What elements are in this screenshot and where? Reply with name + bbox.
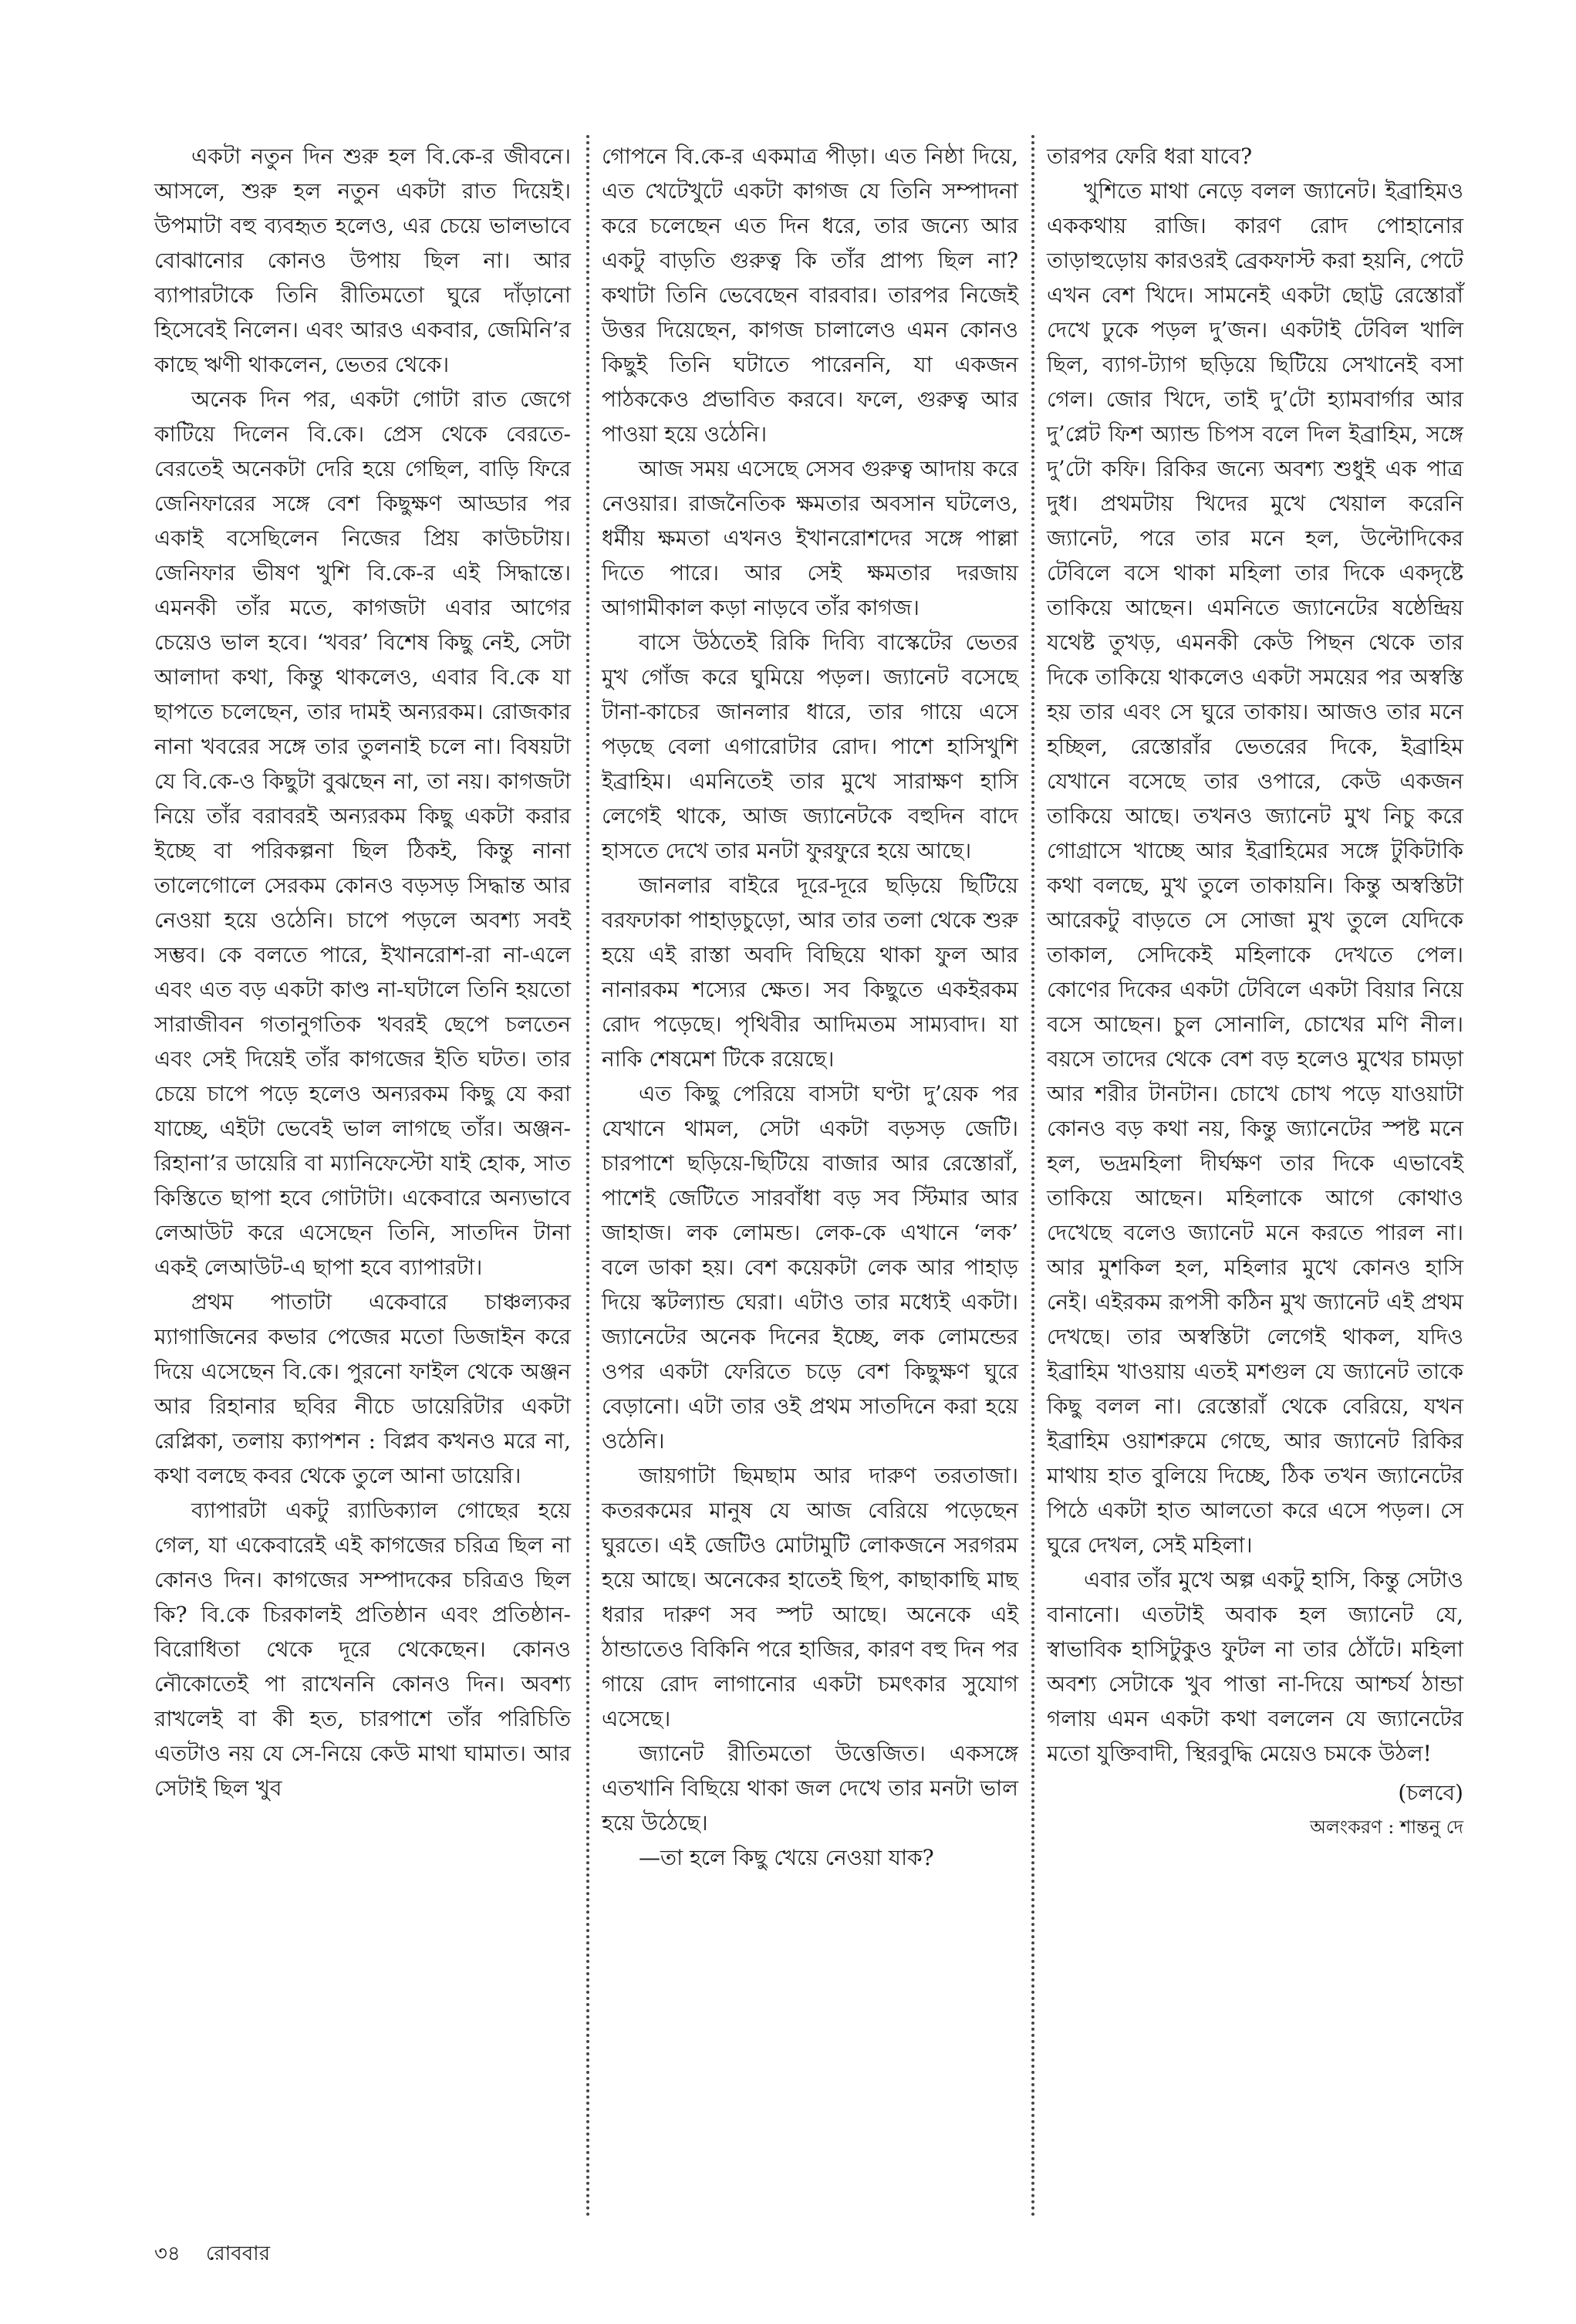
paragraph: জানলার বাইরে দূরে-দূরে ছড়িয়ে ছিটিয়ে বরফঢাকা পাহাড়চুড়ো, আর তার তলা থেকে শুরু হয়ে এই রাস্তা অবদি বিছিয়ে থাকা ফুল আর নানারকম শস্যের ক্ষেত। সব কিছুতে একইরকম রোদ পড়েছে। পৃথিবীর আদিমতম সাম্যবাদ। যা নাকি শেষমেশ টিকে রয়েছে। <box>602 873 1018 1072</box>
magazine-name: রোববার <box>205 2242 271 2265</box>
illustration-credit: অলংকরণ : শান্তনু দে <box>1310 1816 1463 1838</box>
column-divider <box>586 135 589 2218</box>
article-column-1 <box>154 139 571 1805</box>
paragraph: প্রথম পাতাটা একেবারে চাঞ্চল্যকর ম্যাগাজিনের কভার পেজের মতো ডিজাইন করে দিয়ে এসেছেন বি.কে। পুরনো ফাইল থেকে অঞ্জন আর রিহানার ছবির নীচে ডায়েরিটার একটা রেপ্লিকা, তলায় ক্যাপশন : বিপ্লব কখনও মরে না, কথা বলছে কবর থেকে তুলে আনা ডায়েরি। <box>154 1289 571 1488</box>
paragraph: —তা হলে কিছু খেয়ে নেওয়া যাক? <box>639 1845 934 1870</box>
paragraph: এত কিছু পেরিয়ে বাসটা ঘণ্টা দু’য়েক পর যেখানে থামল, সেটা একটা বড়সড় জেটি। চারপাশে ছড়িয়ে-ছিটিয়ে বাজার আর রেস্তোরাঁ, পাশেই জেটিতে সারবাঁধা বড় সব স্টিমার আর জাহাজ। লক লোমন্ড। লেক-কে এখানে ‘লক’ বলে ডাকা হয়। বেশ কয়েকটা লেক আর পাহাড় দিয়ে স্কটল্যান্ড ঘেরা। এটাও তার মধ্যেই একটা। জ্যানেটের অনেক দিনের ইচ্ছে, লক লোমন্ডের ওপর একটা ফেরিতে চড়ে বেশ কিছুক্ষণ ঘুরে বেড়ানো। এটা তার ওই প্রথম সাতদিনে করা হয়ে ওঠেনি। <box>602 1081 1018 1454</box>
page-number: ৩৪ <box>154 2242 181 2265</box>
paragraph: গোপনে বি.কে-র একমাত্র পীড়া। এত নিষ্ঠা দিয়ে, এত খেটেখুটে একটা কাগজ যে তিনি সম্পাদনা করে চলেছেন এত দিন ধরে, তার জন্যে আর একটু বাড়তি গুরুত্ব কি তাঁর প্রাপ্য ছিল না? কথাটা তিনি ভেবেছেন বারবার। তারপর নিজেই উত্তর দিয়েছেন, কাগজ চালালেও এমন কোনও কিছুই তিনি ঘটাতে পারেননি, যা একজন পাঠককেও প্রভাবিত করবে। ফলে, গুরুত্ব আর পাওয়া হয়ে ওঠেনি। <box>602 144 1018 447</box>
paragraph: অনেক দিন পর, একটা গোটা রাত জেগে কাটিয়ে দিলেন বি.কে। প্রেস থেকে বেরতে-বেরতেই অনেকটা দেরি হয়ে গেছিল, বাড়ি ফিরে জেনিফারের সঙ্গে বেশ কিছুক্ষণ আড্ডার পর একাই বসেছিলেন নিজের প্রিয় কাউচটায়। জেনিফার ভীষণ খুশি বি.কে-র এই সিদ্ধান্তে। এমনকী তাঁর মতে, কাগজটা এবার আগের চেয়েও ভাল হবে। ‘খবর’ বিশেষ কিছু নেই, সেটা আলাদা কথা, কিন্তু থাকলেও, এবার বি.কে যা ছাপতে চলেছেন, তার দামই অন্যরকম। রোজকার নানা খবরের সঙ্গে তার তুলনাই চলে না। বিষয়টা যে বি.কে-ও কিছুটা বুঝছেন না, তা নয়। কাগজটা নিয়ে তাঁর বরাবরই অন্যরকম কিছু একটা করার ইচ্ছে বা পরিকল্পনা ছিল ঠিকই, কিন্তু নানা তালেগোলে সেরকম কোনও বড়সড় সিদ্ধান্ত আর নেওয়া হয়ে ওঠেনি। চাপে পড়লে অবশ্য সবই সম্ভব। কে বলতে পারে, ইখানরোশ-রা না-এলে এবং এত বড় একটা কাণ্ড না-ঘটালে তিনি হয়তো সারাজীবন গতানুগতিক খবরই ছেপে চলতেন এবং সেই দিয়েই তাঁর কাগজের ইতি ঘটত। তার চেয়ে চাপে পড়ে হলেও অন্যরকম কিছু যে করা যাচ্ছে, এইটা ভেবেই ভাল লাগছে তাঁর। অঞ্জন-রিহানা’র ডায়েরি বা ম্যানিফেস্টো যাই হোক, সাত কিস্তিতে ছাপা হবে গোটাটা। একেবারে অন্যভাবে লেআউট করে এসেছেন তিনি, সাতদিন টানা একই লেআউট-এ ছাপা হবে ব্যাপারটা। <box>154 387 571 1280</box>
column-divider <box>1031 135 1034 2218</box>
paragraph: একটা নতুন দিন শুরু হল বি.কে-র জীবনে। আসলে, শুরু হল নতুন একটা রাত দিয়েই। উপমাটা বহু ব্যবহৃত হলেও, এর চেয়ে ভালভাবে বোঝানোর কোনও উপায় ছিল না। আর ব্যাপারটাকে তিনি রীতিমতো ঘুরে দাঁড়ানো হিসেবেই নিলেন। এবং আরও একবার, জেমিনি’র কাছে ঋণী থাকলেন, ভেতর থেকে। <box>154 144 571 377</box>
article-column-2 <box>602 139 1018 1875</box>
paragraph: জ্যানেট রীতিমতো উত্তেজিত। একসঙ্গে এতখানি বিছিয়ে থাকা জল দেখে তার মনটা ভাল হয়ে উঠেছে। <box>602 1741 1018 1836</box>
page-footer <box>154 2238 270 2272</box>
paragraph: আজ সময় এসেছে সেসব গুরুত্ব আদায় করে নেওয়ার। রাজনৈতিক ক্ষমতার অবসান ঘটলেও, ধর্মীয় ক্ষমতা এখনও ইখানরোশদের সঙ্গে পাল্লা দিতে পারে। আর সেই ক্ষমতার দরজায় আগামীকাল কড়া নাড়বে তাঁর কাগজ। <box>602 456 1018 620</box>
paragraph: ব্যাপারটা একটু র‍্যাডিক্যাল গোছের হয়ে গেল, যা একেবারেই এই কাগজের চরিত্র ছিল না কোনও দিন। কাগজের সম্পাদকের চরিত্রও ছিল কি? বি.কে চিরকালই প্রতিষ্ঠান এবং প্রতিষ্ঠান-বিরোধিতা থেকে দূরে থেকেছেন। কোনও নৌকোতেই পা রাখেননি কোনও দিন। অবশ্য রাখলেই বা কী হত, চারপাশে তাঁর পরিচিতি এতটাও নয় যে সে-নিয়ে কেউ মাথা ঘামাত। আর সেটাই ছিল খুব <box>154 1498 571 1801</box>
paragraph: খুশিতে মাথা নেড়ে বলল জ্যানেট। ইব্রাহিমও এককথায় রাজি। কারণ রোদ পোহানোর তাড়াহুড়োয় কারওরই ব্রেকফাস্ট করা হয়নি, পেটে এখন বেশ খিদে। সামনেই একটা ছোট্ট রেস্তোরাঁ দেখে ঢুকে পড়ল দু’জন। একটাই টেবিল খালি ছিল, ব্যাগ-ট্যাগ ছড়িয়ে ছিটিয়ে সেখানেই বসা গেল। জোর খিদে, তাই দু’টো হ্যামবার্গার আর দু’প্লেট ফিশ অ্যান্ড চিপস বলে দিল ইব্রাহিম, সঙ্গে দু’টো কফি। রিকির জন্যে অবশ্য শুধুই এক পাত্র দুধ। প্রথমটায় খিদের মুখে খেয়াল করেনি জ্যানেট, পরে তার মনে হল, উল্টোদিকের টেবিলে বসে থাকা মহিলা তার দিকে একদৃষ্টে তাকিয়ে আছেন। এমনিতে জ্যানেটের ষষ্ঠেন্দ্রিয় যথেষ্ট তুখড়, এমনকী কেউ পিছন থেকে তার দিকে তাকিয়ে থাকলেও একটা সময়ের পর অস্বস্তি হয় তার এবং সে ঘুরে তাকায়। আজও তার মনে হচ্ছিল, রেস্তোরাঁর ভেতরের দিকে, ইব্রাহিম যেখানে বসেছে তার ওপারে, কেউ একজন তাকিয়ে আছে। তখনও জ্যানেট মুখ নিচু করে গোগ্রাসে খাচ্ছে আর ইব্রাহিমের সঙ্গে টুকিটাকি কথা বলছে, মুখ তুলে তাকায়নি। কিন্তু অস্বস্তিটা আরেকটু বাড়তে সে সোজা মুখ তুলে যেদিকে তাকাল, সেদিকেই মহিলাকে দেখতে পেল। কোণের দিকের একটা টেবিলে একটা বিয়ার নিয়ে বসে আছেন। চুল সোনালি, চোখের মণি নীল। বয়সে তাদের থেকে বেশ বড় হলেও মুখের চামড়া আর শরীর টানটান। চোখে চোখ পড়ে যাওয়াটা কোনও বড় কথা নয়, কিন্তু জ্যানেটের স্পষ্ট মনে হল, ভদ্রমহিলা দীর্ঘক্ষণ তার দিকে এভাবেই তাকিয়ে আছেন। মহিলাকে আগে কোথাও দেখেছে বলেও জ্যানেট মনে করতে পারল না। আর মুশকিল হল, মহিলার মুখে কোনও হাসি নেই। এইরকম রূপসী কঠিন মুখ জ্যানেট এই প্রথম দেখছে। তার অস্বস্তিটা লেগেই থাকল, যদিও ইব্রাহিম খাওয়ায় এতই মশগুল যে জ্যানেট তাকে কিছু বলল না। রেস্তোরাঁ থেকে বেরিয়ে, যখন ইব্রাহিম ওয়াশরুমে গেছে, আর জ্যানেট রিকির মাথায় হাত বুলিয়ে দিচ্ছে, ঠিক তখন জ্যানেটের পিঠে একটা হাত আলতো করে এসে পড়ল। সে ঘুরে দেখল, সেই মহিলা। <box>1047 178 1463 1558</box>
paragraph: তারপর ফেরি ধরা যাবে? <box>1047 144 1253 169</box>
article-column-3 <box>1047 139 1463 1843</box>
paragraph: জায়গাটা ছিমছাম আর দারুণ তরতাজা। কতরকমের মানুষ যে আজ বেরিয়ে পড়েছেন ঘুরতে। এই জেটিও মোটামুটি লোকজনে সরগরম হয়ে আছে। অনেকের হাতেই ছিপ, কাছাকাছি মাছ ধরার দারুণ সব স্পট আছে। অনেকে এই ঠান্ডাতেও বিকিনি পরে হাজির, কারণ বহু দিন পর গায়ে রোদ লাগানোর একটা চমৎকার সুযোগ এসেছে। <box>602 1463 1018 1731</box>
paragraph: এবার তাঁর মুখে অল্প একটু হাসি, কিন্তু সেটাও বানানো। এতটাই অবাক হল জ্যানেট যে, স্বাভাবিক হাসিটুকুও ফুটল না তার ঠোঁটে। মহিলা অবশ্য সেটাকে খুব পাত্তা না-দিয়ে আশ্চর্য ঠান্ডা গলায় এমন একটা কথা বললেন যে জ্যানেটের মতো যুক্তিবাদী, স্থিরবুদ্ধি মেয়েও চমকে উঠল! <box>1047 1567 1463 1766</box>
paragraph: বাসে উঠতেই রিকি দিব্যি বাস্কেটের ভেতর মুখ গোঁজ করে ঘুমিয়ে পড়ল। জ্যানেট বসেছে টানা-কাচের জানলার ধারে, তার গায়ে এসে পড়ছে বেলা এগারোটার রোদ। পাশে হাসিখুশি ইব্রাহিম। এমনিতেই তার মুখে সারাক্ষণ হাসি লেগেই থাকে, আজ জ্যানেটকে বহুদিন বাদে হাসতে দেখে তার মনটা ফুরফুরে হয়ে আছে। <box>602 630 1018 863</box>
continued-label: (চলবে) <box>1398 1780 1463 1805</box>
